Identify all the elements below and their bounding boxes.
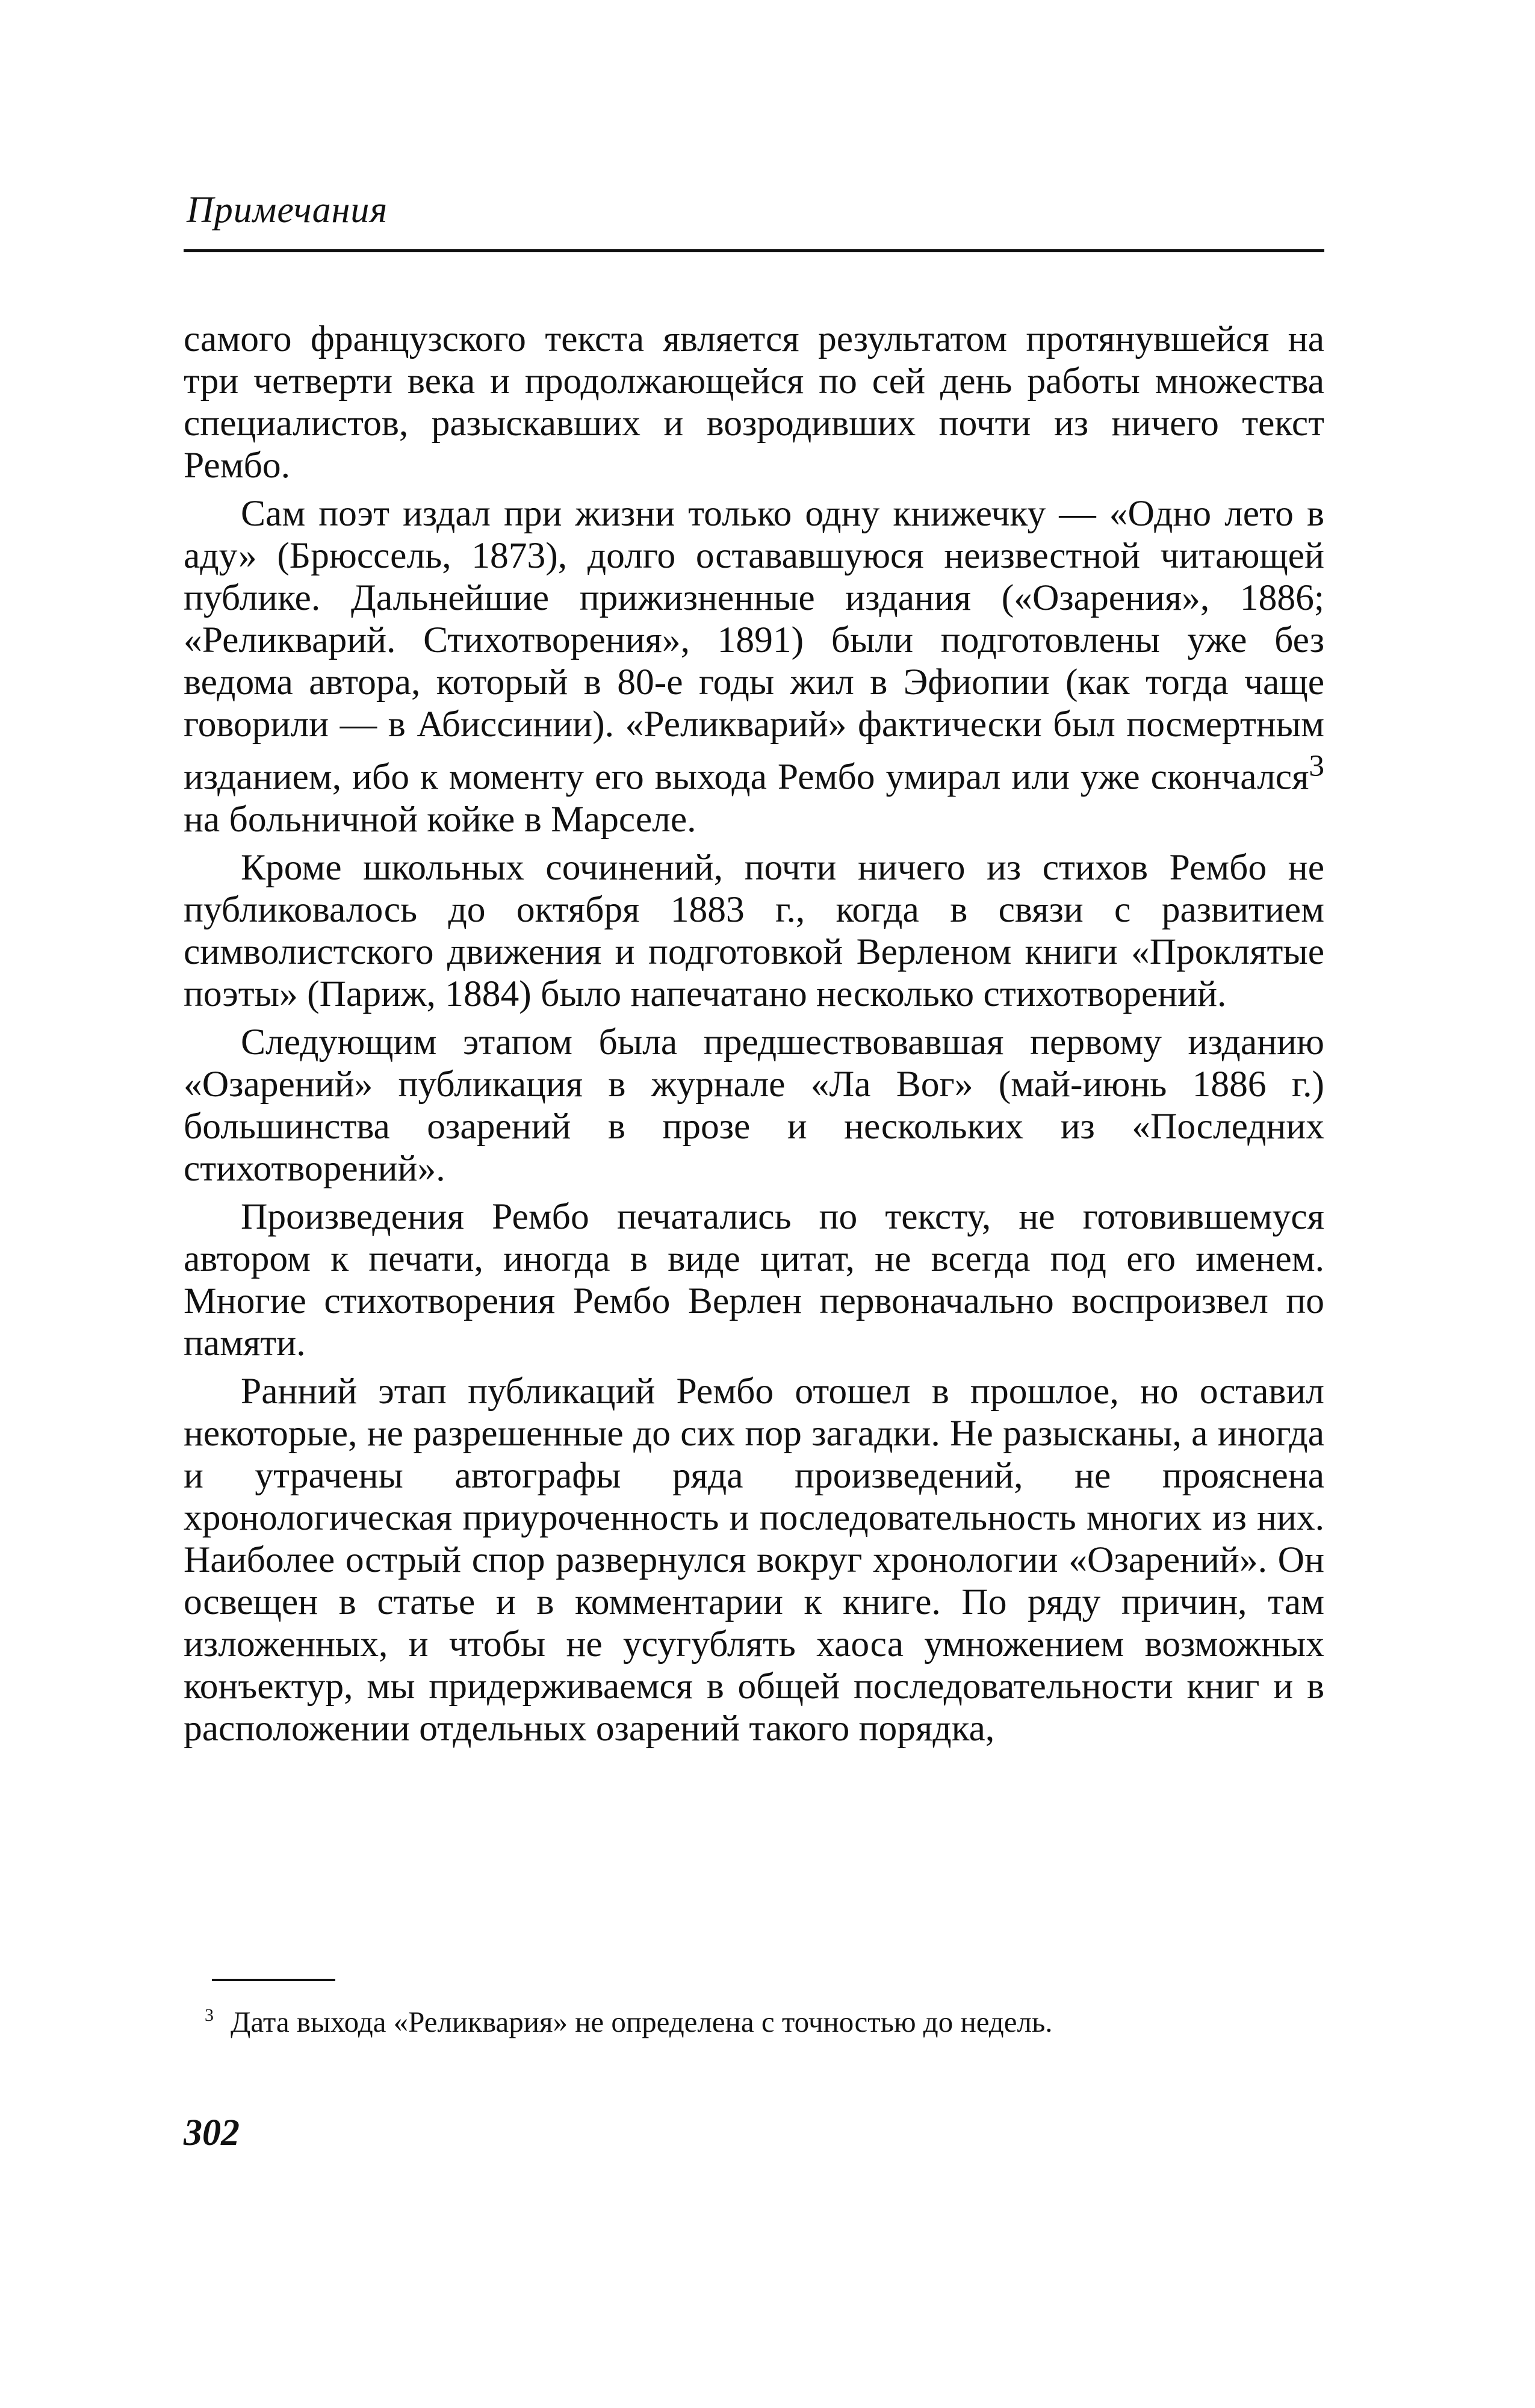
footnote-marker: 3 [205,2005,214,2025]
paragraph-la-vogue: Следующим этапом была предшествовавшая первому изданию «Озарений» публикация в журнале «Ла Вог» (май-июнь 1886 г.) большинства озарений в прозе и нескольких из «Последних стихотворений». [184,1021,1324,1189]
paragraph-early-stage: Ранний этап публикаций Рембо отошел в прошлое, но оставил некоторые, не разрешенные до сих пор загадки. Не разысканы, а иногда и утрачены автографы ряда произведений, не прояснена хронологическая приуроченность и последовательность многих из них. Наиболее острый спор развернулся вокруг хронологии «Озарений». Он освещен в статье и в комментарии к книге. По ряду причин, там изложенных, и чтобы не усугублять хаоса умножением возможных конъектур, мы придерживаемся в общей последовательности книг и в расположении отдельных озарений такого порядка, [184,1370,1324,1749]
footnote [205,1997,1324,2040]
footnote-text: Дата выхода «Реликвария» не определена с точностью до недель. [231,2005,1053,2038]
header-rule [184,249,1324,252]
paragraph-first-edition-tail: на больничной койке в Марселе. [184,798,696,840]
paragraph-printing: Произведения Рембо печатались по тексту, не готовившемуся автором к печати, иногда в виде цитат, не всегда под его именем. Многие стихотворения Рембо Верлен первоначально воспроизвел по памяти. [184,1196,1324,1364]
paragraph-first-edition-text: Сам поэт издал при жизни только одну книжечку — «Одно лето в аду» (Брюссель, 1873), долго остававшуюся неизвестной читающей публике. Дальнейшие прижизненные издания («Озарения», 1886; «Реликварий. Стихотворения», 1891) были подготовлены уже без ведома автора, который в 80-е годы жил в Эфиопии (как тогда чаще говорили — в Абиссинии). «Реликварий» фактически был посмертным изданием, ибо к моменту его выхода Рембо умирал или уже скончался [184,493,1324,798]
paragraph-school-works: Кроме школьных сочинений, почти ничего из стихов Рембо не публиковалось до октября 1883 г., когда в связи с развитием символистского движения и подготовкой Верленом книги «Проклятые поэты» (Париж, 1884) было напечатано несколько стихотворений. [184,846,1324,1014]
footnote-rule [212,1979,335,1981]
main-text [184,318,1324,1749]
footnote-reference[interactable]: 3 [1309,749,1324,783]
paragraph-continued: самого французского текста является результатом протянувшейся на три четверти века и продолжающейся по сей день работы множества специалистов, разыскавших и возродивших почти из ничего текст Рембо. [184,318,1324,486]
paragraph-first-edition [184,492,1324,840]
running-title: Примечания [187,190,388,231]
page-number: 302 [184,2112,240,2153]
